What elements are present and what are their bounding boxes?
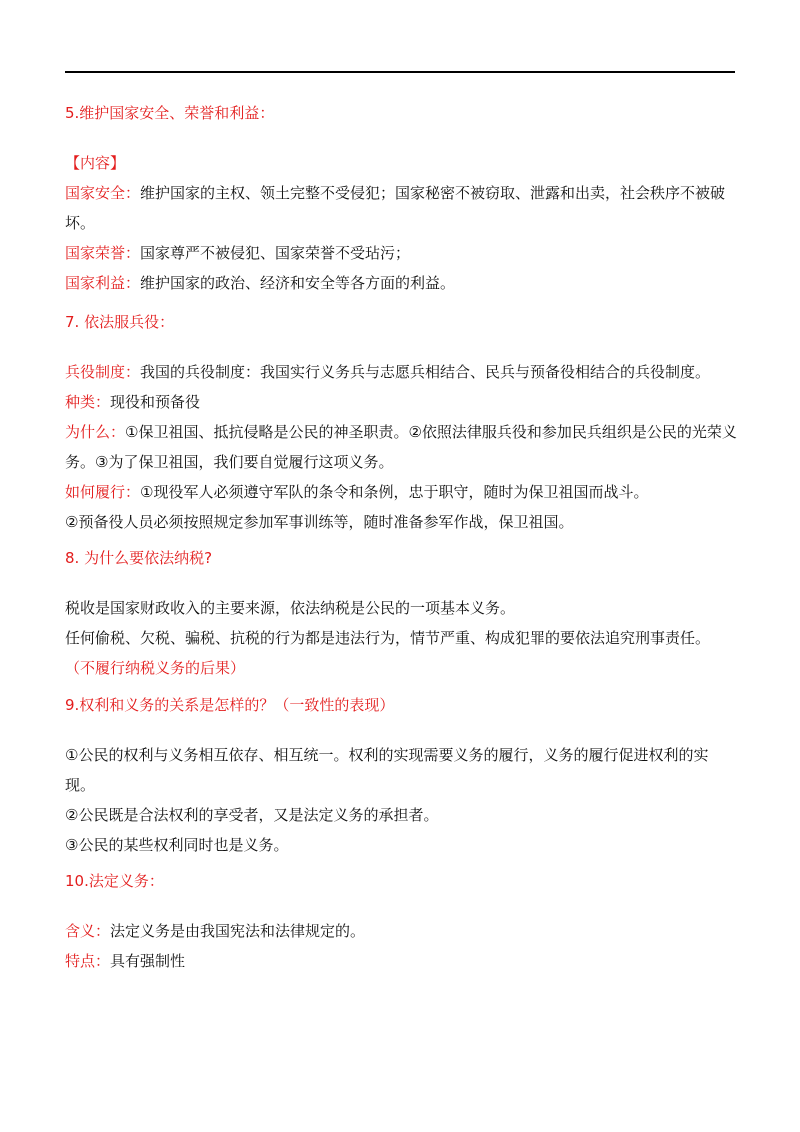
item-text: 现役和预备役 [110,393,201,411]
item-label: 为什么： [65,423,126,441]
section-5 [65,100,737,298]
section-9-heading: 9.权利和义务的关系是怎样的？（一致性的表现） [65,696,395,714]
item-label: 兵役制度： [65,363,141,381]
item-text: 维护国家的政治、经济和安全等各方面的利益。 [140,274,456,292]
item-text: 具有强制性 [110,952,186,970]
tax-consequence-text: 任何偷税、欠税、骗税、抗税的行为都是违法行为，情节严重、构成犯罪的要依法追究刑事责任。 [65,629,711,647]
section-10 [65,868,737,976]
item-military-system [65,357,737,387]
relation-point-1: ①公民的权利与义务相互依存、相互统一。权利的实现需要义务的履行，义务的履行促进权利的实现。 [65,746,709,794]
item-label: 国家荣誉： [65,244,141,262]
section-5-heading: 5.维护国家安全、荣誉和利益： [65,104,275,122]
item-label: 国家利益： [65,274,141,292]
item-text: 法定义务是由我国宪法和法律规定的。 [110,922,366,940]
item-label: 如何履行： [65,483,141,501]
item-how-reserve: ②预备役人员必须按照规定参加军事训练等，随时准备参军作战，保卫祖国。 [65,513,574,531]
relation-point-3: ③公民的某些权利同时也是义务。 [65,836,289,854]
relation-point-2: ②公民既是合法权利的享受者，又是法定义务的承担者。 [65,806,439,824]
tax-paragraph-2 [65,623,737,683]
item-text: 国家尊严不被侵犯、国家荣誉不受玷污； [140,244,411,262]
item-label: 含义： [65,922,111,940]
document-body [65,100,737,976]
section-9 [65,692,737,860]
item-why [65,417,737,477]
item-text: ①现役军人必须遵守军队的条令和条例，忠于职守，随时为保卫祖国而战斗。 [140,483,649,501]
tax-paragraph-1: 税收是国家财政收入的主要来源，依法纳税是公民的一项基本义务。 [65,599,516,617]
top-divider [65,71,735,73]
item-text: 维护国家的主权、领土完整不受侵犯；国家秘密不被窃取、泄露和出卖，社会秩序不被破坏。 [65,184,726,232]
section-8-heading: 8. 为什么要依法纳税? [65,549,213,567]
item-national-honor [65,238,737,268]
section-10-heading: 10.法定义务： [65,872,164,890]
item-national-security [65,178,737,238]
content-tag: 【内容】 [65,154,126,172]
item-types [65,387,737,417]
item-feature [65,946,737,976]
item-label: 特点： [65,952,111,970]
section-7 [65,309,737,537]
item-text: 我国的兵役制度：我国实行义务兵与志愿兵相结合、民兵与预备役相结合的兵役制度。 [140,363,711,381]
section-7-heading: 7. 依法服兵役： [65,313,175,331]
section-8 [65,545,737,683]
item-national-interest [65,268,737,298]
item-how [65,477,737,507]
item-label: 种类： [65,393,111,411]
item-text: ①保卫祖国、抵抗侵略是公民的神圣职责。②依照法律服兵役和参加民兵组织是公民的光荣义务。③为了保卫祖国，我们要自觉履行这项义务。 [65,423,737,471]
item-meaning [65,916,737,946]
tax-note: （不履行纳税义务的后果） [65,659,246,677]
item-label: 国家安全： [65,184,141,202]
